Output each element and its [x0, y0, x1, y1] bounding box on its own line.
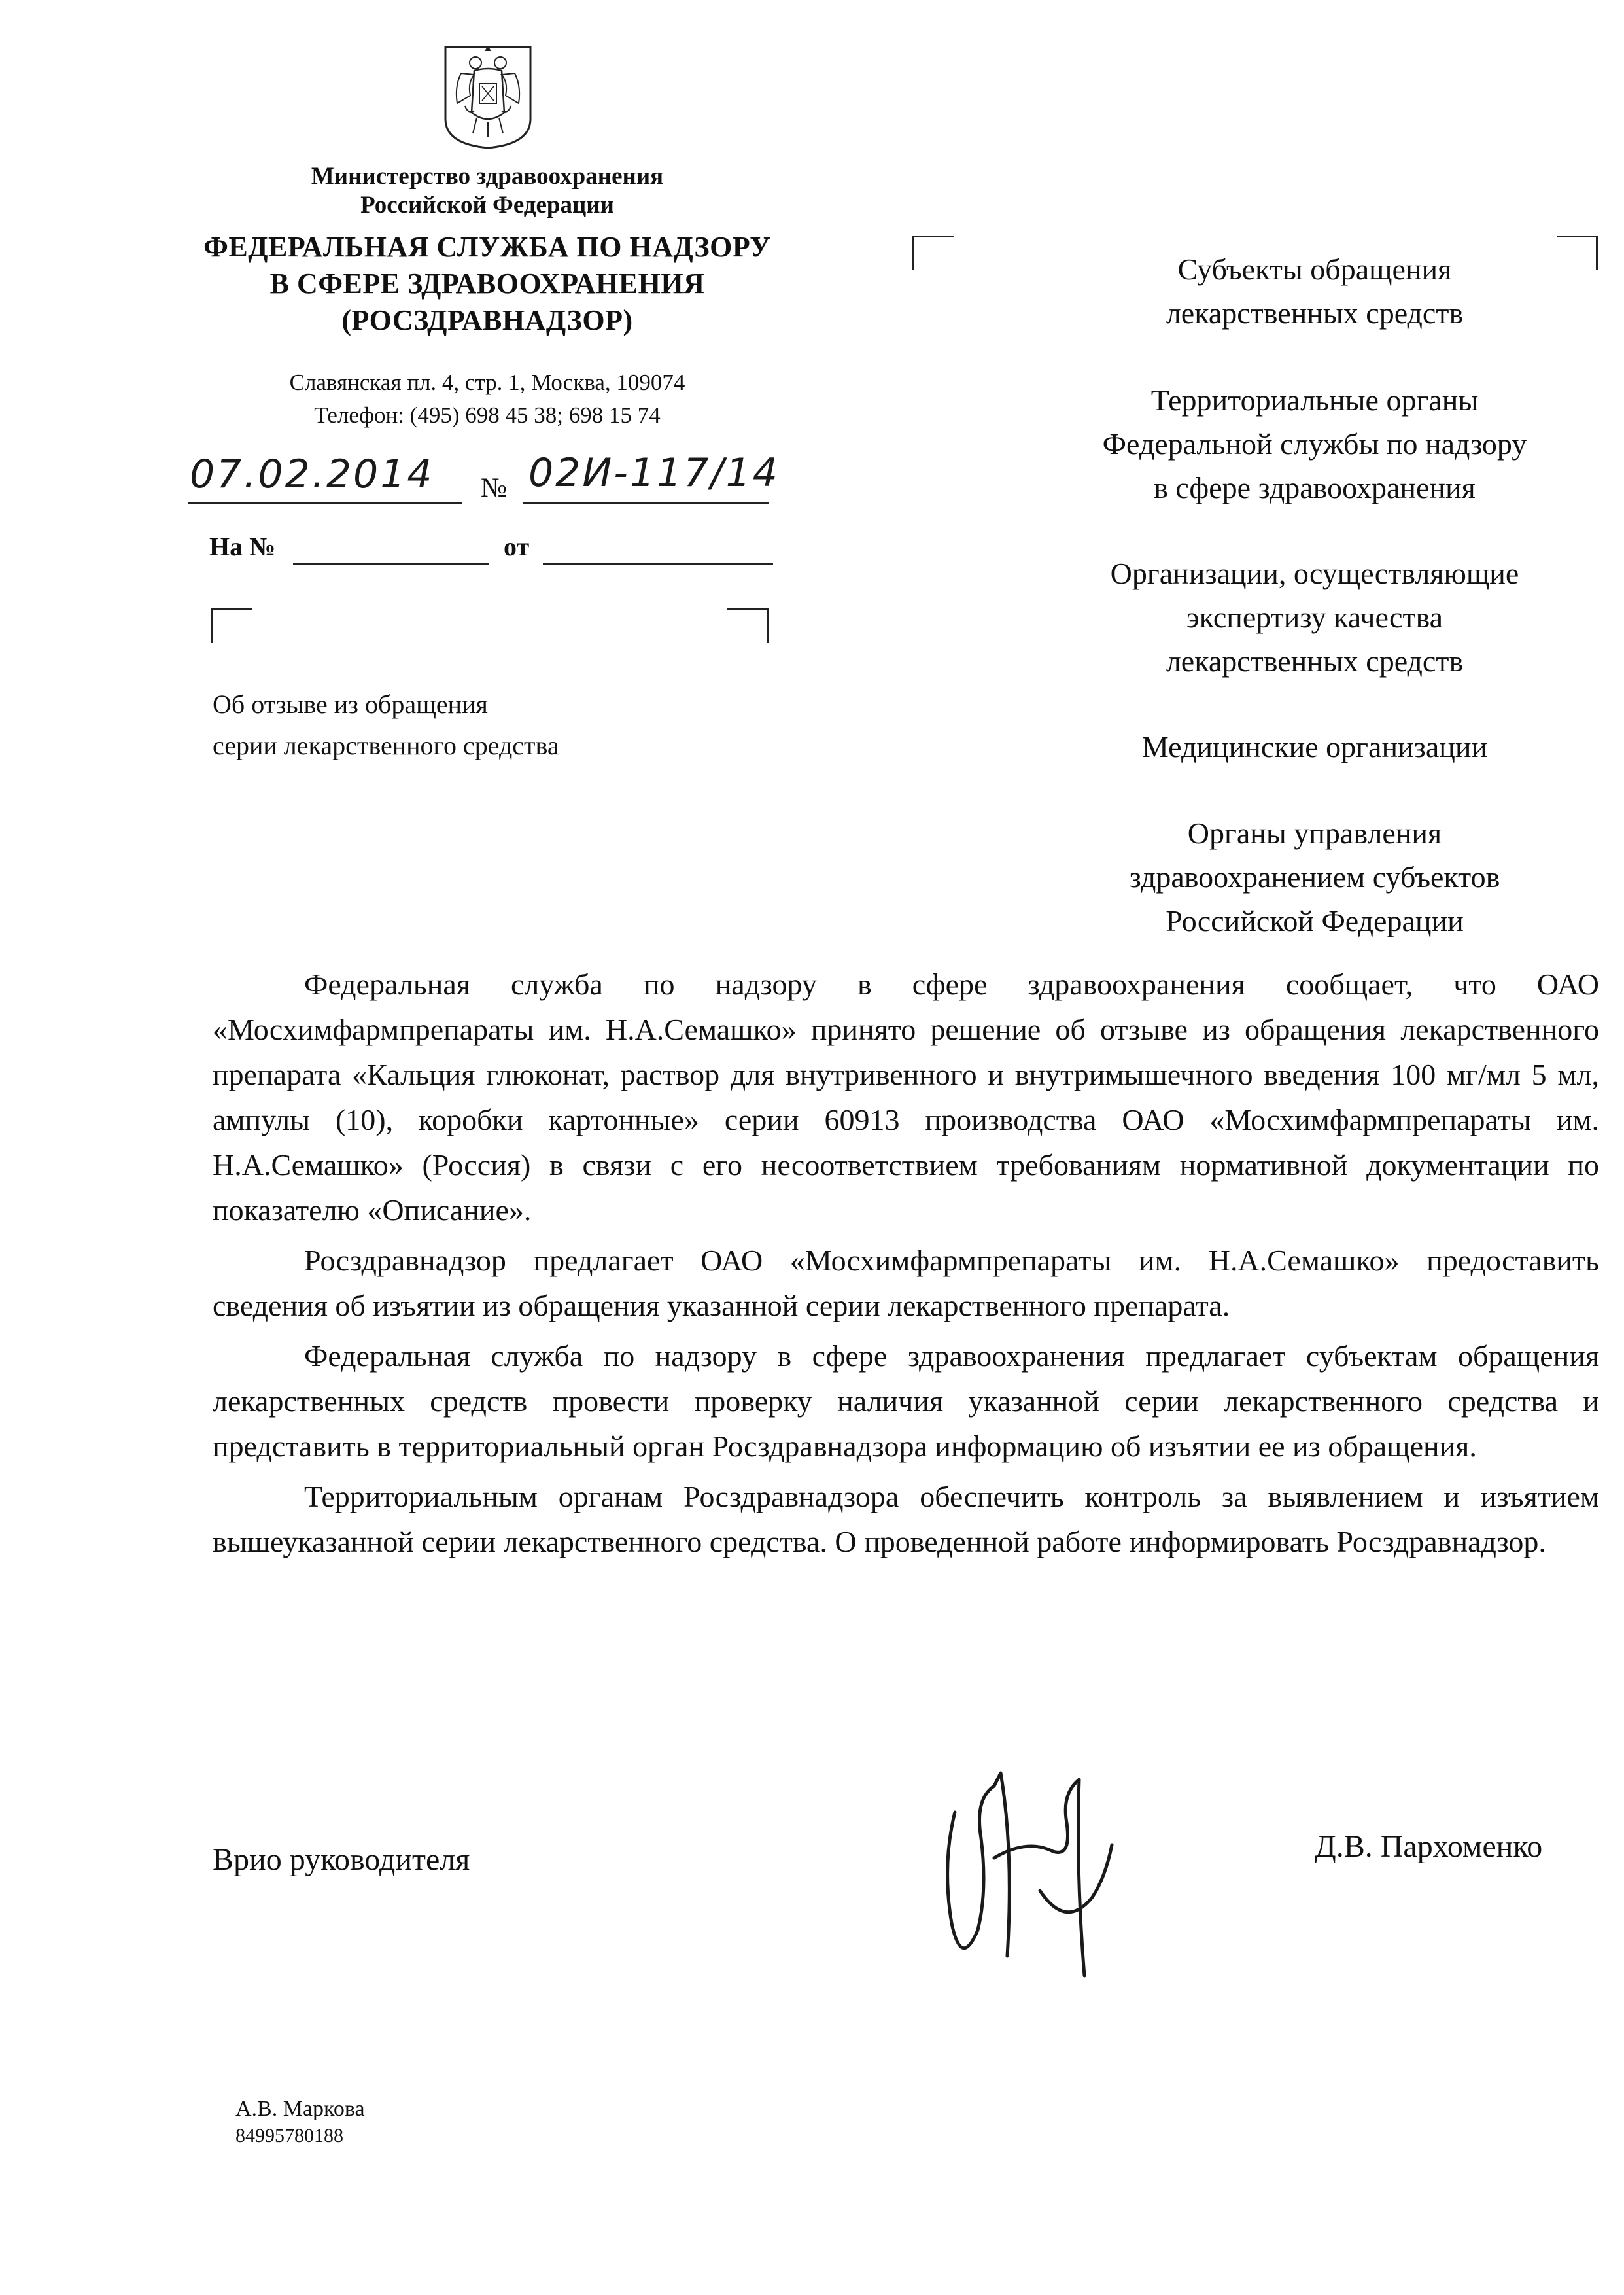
recipient-line: лекарственных средств [1166, 296, 1464, 330]
recipient-line: здравоохранением субъектов [1129, 860, 1500, 894]
executor-phone: 84995780188 [235, 2125, 343, 2146]
recipient-block [1020, 725, 1609, 769]
subject-corner-right [727, 608, 769, 643]
registration-number-underline [523, 502, 769, 504]
reference-date-label: от [504, 532, 530, 561]
reference-number-blank [293, 563, 489, 565]
body-paragraph: Территориальным органам Росздравнадзора обеспечить контроль за выявлением и изъятием вышеуказанной серии лекарственного средства. О проведенной работе информировать Росздравнадзор. [213, 1480, 1599, 1558]
service-name [157, 229, 818, 339]
ministry-name [235, 162, 739, 220]
subject-line-2: серии лекарственного средства [213, 731, 559, 760]
letter-body [213, 962, 1599, 1569]
executor-name: А.В. Маркова [235, 2097, 365, 2121]
reference-number-label: На № [209, 532, 276, 561]
registration-date-underline [188, 502, 462, 504]
recipient-line: Медицинские организации [1141, 730, 1488, 763]
body-paragraph: Федеральная служба по надзору в сфере здравоохранения предлагает субъектам обращения лекарственных средств провести проверку наличия указанной серии лекарственного средства и представить в территориальный орган Росздравнадзора информацию об изъятии ее из обращения. [213, 1339, 1599, 1463]
recipient-line: экспертизу качества [1186, 601, 1443, 634]
coat-of-arms-emblem [441, 41, 534, 150]
registration-date: 07.02.2014 [190, 451, 434, 497]
recipient-block [1020, 552, 1609, 683]
recipient-line: Органы управления [1187, 816, 1442, 850]
registration-number: 02И-117/14 [528, 450, 780, 496]
recipient-line: Федеральной службы по надзору [1102, 427, 1527, 461]
recipient-line: лекарственных средств [1166, 644, 1464, 678]
signatory-name: Д.В. Пархоменко [1315, 1829, 1543, 1864]
phone-line: Телефон: (495) 698 45 38; 698 15 74 [314, 402, 661, 428]
ministry-line-1: Министерство здравоохранения [311, 163, 664, 190]
subject-corner-left [211, 608, 252, 643]
signatory-title: Врио руководителя [213, 1842, 470, 1877]
recipient-line: Организации, осуществляющие [1110, 557, 1519, 590]
recipient-line: Территориальные органы [1150, 383, 1479, 417]
service-line-2: В СФЕРЕ ЗДРАВООХРАНЕНИЯ [269, 268, 705, 300]
reference-date-blank [543, 563, 773, 565]
body-paragraph: Росздравнадзор предлагает ОАО «Мосхимфармпрепараты им. Н.А.Семашко» предоставить сведения об изъятии из обращения указанной серии лекарственного препарата. [213, 1244, 1599, 1322]
recipient-block [1020, 811, 1609, 943]
recipient-line: Российской Федерации [1166, 904, 1464, 937]
service-line-1: ФЕДЕРАЛЬНАЯ СЛУЖБА ПО НАДЗОРУ [203, 231, 771, 263]
recipient-block [1053, 247, 1576, 335]
service-line-3: (РОСЗДРАВНАДЗОР) [341, 304, 633, 336]
body-paragraph: Федеральная служба по надзору в сфере здравоохранения сообщает, что ОАО «Мосхимфармпрепараты им. Н.А.Семашко» принято решение об отзыве из обращения лекарственного препарата «Кальция глюконат, раствор для внутривенного и внутримышечного введения 100 мг/мл 5 мл, ампулы (10), коробки картонные» серии 60913 производства ОАО «Мосхимфармпрепараты им. Н.А.Семашко» (Россия) в связи с его несоответствием требованиям нормативной документации по показателю «Описание». [213, 968, 1599, 1227]
letter-subject [213, 684, 736, 766]
ministry-line-2: Российской Федерации [360, 192, 614, 219]
recipient-line: в сфере здравоохранения [1154, 471, 1476, 504]
address-line: Славянская пл. 4, стр. 1, Москва, 109074 [289, 370, 685, 395]
recipient-block [1020, 378, 1609, 510]
recipient-corner-left [912, 236, 954, 270]
service-address [216, 366, 759, 432]
registration-number-label: № [481, 473, 508, 503]
recipient-line: Субъекты обращения [1177, 253, 1452, 286]
subject-line-1: Об отзыве из обращения [213, 690, 488, 719]
handwritten-signature [916, 1760, 1125, 1995]
